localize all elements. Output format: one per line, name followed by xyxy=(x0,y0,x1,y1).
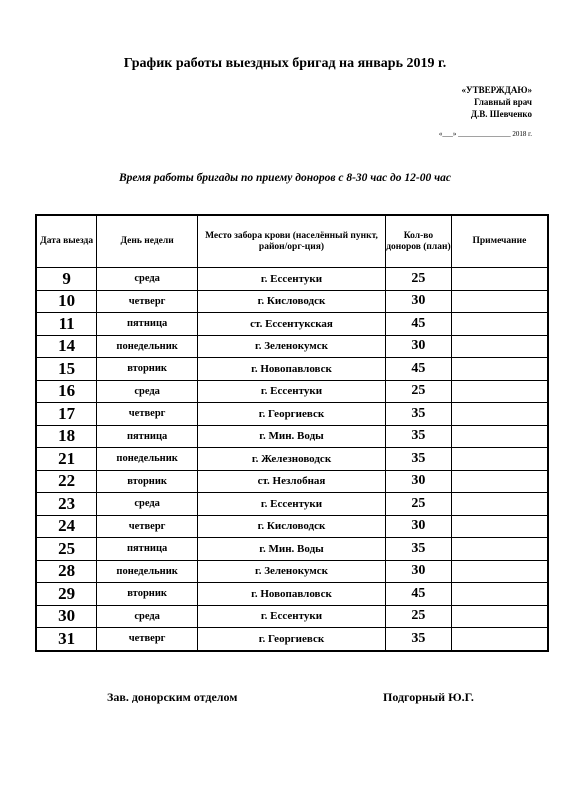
cell-place: г. Кисловодск xyxy=(197,515,385,538)
cell-donors: 25 xyxy=(386,268,452,291)
cell-weekday: вторник xyxy=(97,358,198,381)
cell-note xyxy=(451,290,548,313)
cell-date: 22 xyxy=(36,470,97,493)
table-row xyxy=(36,470,548,493)
cell-donors: 45 xyxy=(386,358,452,381)
cell-note xyxy=(451,335,548,358)
cell-place: г. Ессентуки xyxy=(197,493,385,516)
cell-weekday: пятница xyxy=(97,313,198,336)
table-row xyxy=(36,628,548,651)
cell-weekday: среда xyxy=(97,493,198,516)
signature-name: Подгорный Ю.Г. xyxy=(383,690,474,704)
table-row xyxy=(36,448,548,471)
table-row xyxy=(36,268,548,291)
cell-note xyxy=(451,470,548,493)
cell-note xyxy=(451,403,548,426)
cell-date: 11 xyxy=(36,313,97,336)
cell-date: 17 xyxy=(36,403,97,426)
cell-date: 25 xyxy=(36,538,97,561)
cell-date: 15 xyxy=(36,358,97,381)
cell-note xyxy=(451,583,548,606)
header-note: Примечание xyxy=(451,215,548,268)
cell-date: 29 xyxy=(36,583,97,606)
table-row xyxy=(36,515,548,538)
cell-donors: 35 xyxy=(386,425,452,448)
cell-place: г. Ессентуки xyxy=(197,268,385,291)
cell-place: ст. Незлобная xyxy=(197,470,385,493)
table-row xyxy=(36,493,548,516)
cell-weekday: среда xyxy=(97,605,198,628)
cell-donors: 35 xyxy=(386,448,452,471)
table-row xyxy=(36,605,548,628)
header-weekday: День недели xyxy=(97,215,198,268)
table-row xyxy=(36,380,548,403)
cell-donors: 45 xyxy=(386,313,452,336)
table-header-row xyxy=(36,215,548,268)
cell-place: г. Георгиевск xyxy=(197,628,385,651)
cell-weekday: среда xyxy=(97,268,198,291)
cell-date: 18 xyxy=(36,425,97,448)
cell-note xyxy=(451,515,548,538)
cell-weekday: четверг xyxy=(97,628,198,651)
cell-note xyxy=(451,425,548,448)
approval-name: Д.В. Шевченко xyxy=(470,109,532,119)
cell-donors: 30 xyxy=(386,560,452,583)
cell-place: г. Железноводск xyxy=(197,448,385,471)
cell-donors: 25 xyxy=(386,493,452,516)
cell-note xyxy=(451,605,548,628)
table-body xyxy=(36,268,548,651)
cell-note xyxy=(451,628,548,651)
cell-weekday: среда xyxy=(97,380,198,403)
cell-note xyxy=(451,313,548,336)
page-title: График работы выездных бригад на январь 2019 г. xyxy=(123,56,447,71)
cell-weekday: четверг xyxy=(97,515,198,538)
approval-position: Главный врач xyxy=(474,97,532,107)
table-row xyxy=(36,583,548,606)
cell-date: 31 xyxy=(36,628,97,651)
cell-note xyxy=(451,560,548,583)
cell-date: 9 xyxy=(36,268,97,291)
cell-place: г. Кисловодск xyxy=(197,290,385,313)
table-row xyxy=(36,335,548,358)
cell-date: 28 xyxy=(36,560,97,583)
cell-date: 30 xyxy=(36,605,97,628)
cell-place: г. Георгиевск xyxy=(197,403,385,426)
cell-place: ст. Ессентукская xyxy=(197,313,385,336)
cell-weekday: пятница xyxy=(97,425,198,448)
cell-donors: 35 xyxy=(386,628,452,651)
cell-weekday: вторник xyxy=(97,583,198,606)
cell-date: 10 xyxy=(36,290,97,313)
cell-donors: 30 xyxy=(386,515,452,538)
cell-note xyxy=(451,268,548,291)
cell-date: 23 xyxy=(36,493,97,516)
cell-note xyxy=(451,538,548,561)
table-row xyxy=(36,560,548,583)
cell-weekday: понедельник xyxy=(97,335,198,358)
cell-date: 24 xyxy=(36,515,97,538)
cell-place: г. Мин. Воды xyxy=(197,425,385,448)
cell-note xyxy=(451,493,548,516)
cell-donors: 25 xyxy=(386,380,452,403)
cell-place: г. Новопавловск xyxy=(197,358,385,381)
cell-weekday: пятница xyxy=(97,538,198,561)
approval-date: «___» _______________ 2018 г. xyxy=(438,130,532,138)
cell-donors: 45 xyxy=(386,583,452,606)
schedule-table xyxy=(35,214,549,652)
table-row xyxy=(36,538,548,561)
approval-stamp: «УТВЕРЖДАЮ» xyxy=(461,85,532,95)
cell-donors: 30 xyxy=(386,290,452,313)
cell-place: г. Ессентуки xyxy=(197,605,385,628)
cell-place: г. Зеленокумск xyxy=(197,335,385,358)
cell-date: 21 xyxy=(36,448,97,471)
cell-place: г. Ессентуки xyxy=(197,380,385,403)
header-date: Дата выезда xyxy=(36,215,97,268)
working-hours-note: Время работы бригады по приему доноров с 8-30 час до 12-00 час xyxy=(119,172,451,184)
cell-weekday: четверг xyxy=(97,403,198,426)
cell-note xyxy=(451,448,548,471)
cell-note xyxy=(451,358,548,381)
cell-place: г. Зеленокумск xyxy=(197,560,385,583)
cell-weekday: понедельник xyxy=(97,560,198,583)
cell-place: г. Мин. Воды xyxy=(197,538,385,561)
header-donors: Кол-во доноров (план) xyxy=(386,215,452,268)
cell-weekday: понедельник xyxy=(97,448,198,471)
cell-donors: 25 xyxy=(386,605,452,628)
cell-date: 16 xyxy=(36,380,97,403)
cell-weekday: вторник xyxy=(97,470,198,493)
cell-place: г. Новопавловск xyxy=(197,583,385,606)
cell-donors: 30 xyxy=(386,470,452,493)
cell-donors: 35 xyxy=(386,403,452,426)
table-row xyxy=(36,313,548,336)
cell-weekday: четверг xyxy=(97,290,198,313)
header-place: Место забора крови (населённый пункт, район/орг-ция) xyxy=(197,215,385,268)
signature-position: Зав. донорским отделом xyxy=(107,690,238,704)
cell-note xyxy=(451,380,548,403)
table-row xyxy=(36,290,548,313)
cell-donors: 30 xyxy=(386,335,452,358)
cell-date: 14 xyxy=(36,335,97,358)
table-row xyxy=(36,403,548,426)
table-row xyxy=(36,425,548,448)
cell-donors: 35 xyxy=(386,538,452,561)
table-row xyxy=(36,358,548,381)
